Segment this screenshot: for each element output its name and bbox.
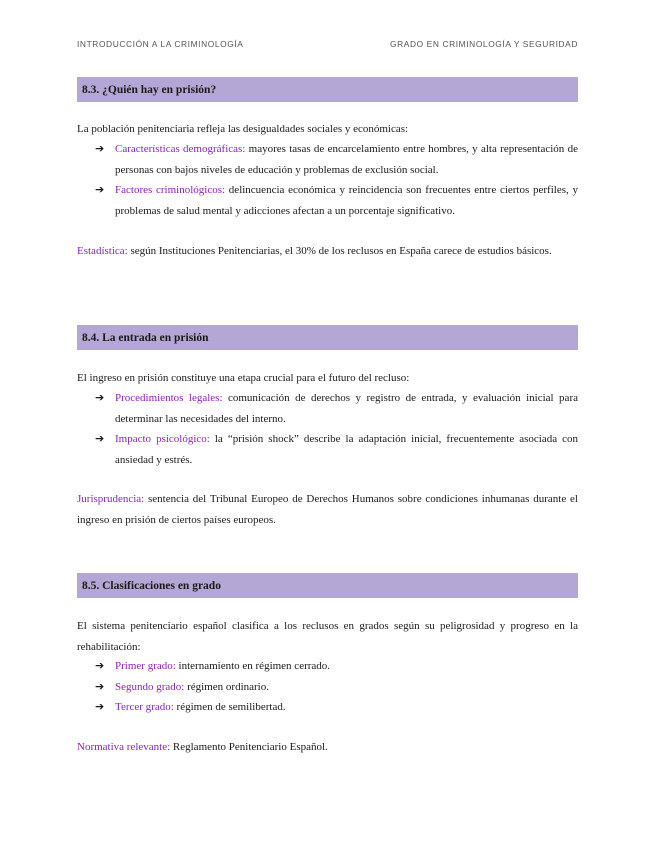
bullet-list <box>77 388 578 470</box>
list-item <box>77 677 578 698</box>
bullet-text: mayores tasas de encarcelamiento entre hombres, y alta representación de personas con bajos niveles de educación y problemas de exclusión social. <box>115 143 578 176</box>
bullet-term: Procedimientos legales: <box>115 392 223 404</box>
arrow-right-icon: ➔ <box>95 142 105 155</box>
running-header <box>77 39 578 49</box>
section-title: 8.4. La entrada en prisión <box>82 331 209 344</box>
arrow-right-icon: ➔ <box>95 183 105 196</box>
bullet-term: Tercer grado: <box>115 701 174 713</box>
list-item <box>77 388 578 429</box>
bullet-text: internamiento en régimen cerrado. <box>175 660 331 672</box>
bullet-term: Factores criminológicos: <box>115 184 226 196</box>
bullet-term: Segundo grado: <box>115 680 185 693</box>
note-term: Estadística: <box>77 245 128 257</box>
bullet-text: régimen ordinario. <box>184 680 269 693</box>
header-right: GRADO EN CRIMINOLOGÍA Y SEGURIDAD <box>390 39 578 49</box>
arrow-right-icon: ➔ <box>95 391 105 404</box>
section-heading-8-4 <box>77 325 578 350</box>
bullet-text: régimen de semilibertad. <box>173 701 286 713</box>
list-item <box>77 429 578 470</box>
bullet-text: comunicación de derechos y registro de entrada, y evaluación inicial para determinar las necesidades del interno. <box>115 392 578 425</box>
note-text: según Instituciones Penitenciarias, el 30% de los reclusos en España carece de estudios básicos. <box>127 245 552 257</box>
arrow-right-icon: ➔ <box>95 679 105 693</box>
section-note <box>77 489 578 530</box>
note-term: Jurisprudencia: <box>77 493 145 505</box>
section-heading-8-5 <box>77 573 578 598</box>
bullet-term: Impacto psicológico: <box>115 433 210 445</box>
header-left: INTRODUCCIÓN A LA CRIMINOLOGÍA <box>77 39 244 49</box>
section-intro: La población penitenciaria refleja las desigualdades sociales y económicas: <box>77 123 409 135</box>
bullet-term: Primer grado: <box>115 660 176 672</box>
list-item <box>77 697 578 718</box>
section-heading-8-3 <box>77 77 578 102</box>
section-note <box>77 241 578 262</box>
section-intro: El sistema penitenciario español clasifica a los reclusos en grados según su peligrosidad y progreso en la rehabilitación: <box>77 620 578 653</box>
arrow-right-icon: ➔ <box>95 700 105 713</box>
bullet-text: la “prisión shock” describe la adaptación inicial, frecuentemente asociada con ansiedad y estrés. <box>115 433 578 466</box>
list-item <box>77 656 578 677</box>
note-term: Normativa relevante: <box>77 741 171 753</box>
section-title: 8.3. ¿Quién hay en prisión? <box>82 83 217 96</box>
arrow-right-icon: ➔ <box>95 659 105 672</box>
bullet-list <box>77 656 578 718</box>
bullet-term: Características demográficas: <box>115 143 246 155</box>
note-text: Reglamento Penitenciario Español. <box>170 741 328 753</box>
section-title: 8.5. Clasificaciones en grado <box>82 579 221 592</box>
section-intro: El ingreso en prisión constituye una etapa crucial para el futuro del recluso: <box>77 372 410 384</box>
bullet-list <box>77 139 578 221</box>
section-note <box>77 737 578 758</box>
list-item <box>77 139 578 180</box>
list-item <box>77 180 578 221</box>
arrow-right-icon: ➔ <box>95 432 105 445</box>
bullet-text: delincuencia económica y reincidencia son frecuentes entre ciertos perfiles, y problemas de salud mental y adicciones afectan a un porcentaje significativo. <box>115 184 578 217</box>
note-text: sentencia del Tribunal Europeo de Derechos Humanos sobre condiciones inhumanas durante el ingreso en prisión de ciertos países europeos. <box>77 493 578 526</box>
